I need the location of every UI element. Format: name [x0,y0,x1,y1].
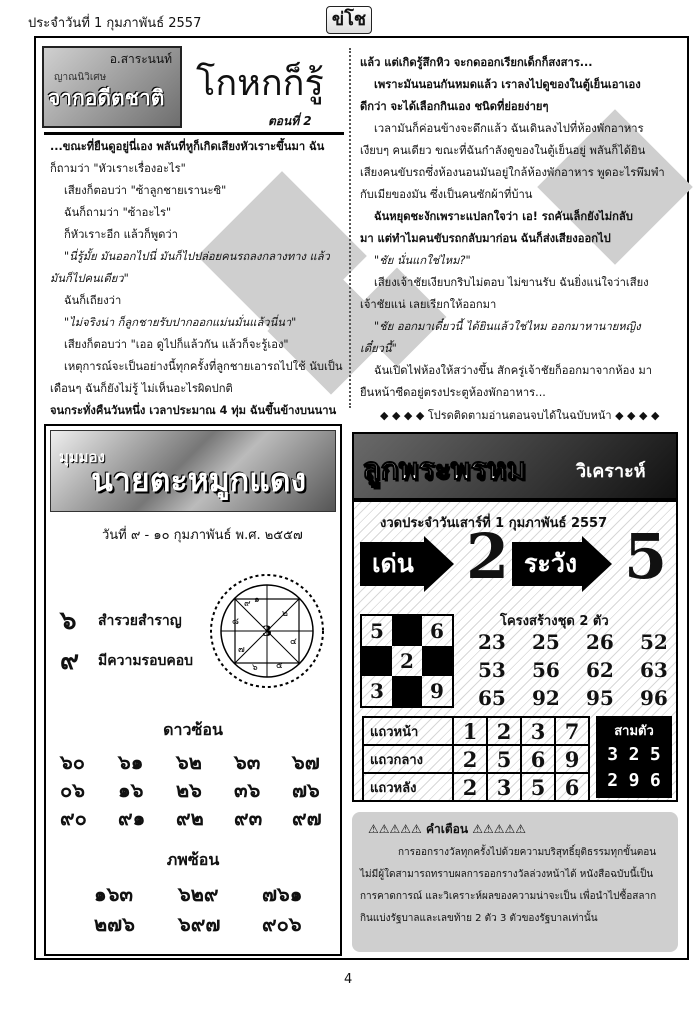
horo-center: 3 [262,624,272,640]
watch-label: ระวัง [512,542,582,586]
checker-cell: 6 [430,619,444,643]
article-title: โกหกก็รู้ [196,63,324,104]
article-line: ฉันหยุดชะงักเพราะแปลกใจว่า เอ! รถคันเล็กยังไม่กลับ [374,210,633,223]
column-separator [349,48,351,408]
pair-number: 96 [640,686,668,710]
checker-cell [392,676,422,706]
position-row [363,745,589,773]
title-divider [44,132,344,135]
checker-grid [360,614,454,708]
pop-number: ๑๖๓ [94,882,134,906]
article-line: เพราะมันนอนกันหมดแล้ว เราลงไปดูของในตู้เย็นเอาเอง [374,78,641,91]
article-line: ฉันเปิดไฟห้องให้สว่างขึ้น สักครู่เจ้าชัยก็ออกมาจากห้อง มา [374,364,653,377]
dao-number: ๐๖ [60,778,85,802]
pop-number: ๒๗๖ [94,912,135,936]
horo-cell: ๑ [254,595,260,605]
pair-number: 65 [478,686,506,710]
pair-number: 92 [532,686,560,710]
pair-grid [466,630,676,714]
article-line: ก็หัวเราะอีก แล้วก็พูดว่า [64,228,178,241]
horo-cell: ๒ [282,609,288,619]
dao-number: ๖๗ [292,750,320,774]
article-line: "ไม่จริงน่า ก็ลูกชายรับปากออกแม่นมั่นแล้วนี่นา" [64,316,297,329]
pair-number: 25 [532,630,560,654]
article-line: "ชัย ออกมาเดี๋ยวนี้ ได้ยินแล้วใช่ไหม ออกมาหานายหญิง [374,320,641,333]
checker-cell: 2 [400,649,414,673]
horo-cell: ๕ [276,661,283,671]
main-label: เด่น [360,542,424,586]
horo-cell: ๖ [252,663,258,673]
article-line: เสียงเจ้าชัยเงียบกริบไม่ตอบ ไม่ขานรับ ฉันยิ่งแน่ใจว่าเสียง [374,276,649,289]
position-label: แถวกลาง [363,745,453,773]
position-value: 2 [487,717,521,745]
horo-cell: ๘ [232,617,239,627]
nayta-banner [50,430,336,512]
checker-cell: 3 [370,679,384,703]
dao-number: ๖๓ [234,750,261,774]
pair-number: 62 [586,658,614,682]
lucky-text: มีความรอบคอบ [98,653,194,669]
pop-title: ภพซ้อน [166,850,220,869]
position-value: 7 [555,717,589,745]
article-line: ก็ถามว่า "หัวเราะเรื่องอะไร" [50,162,186,175]
pop-grid [44,878,342,938]
dao-number: ๓๖ [234,778,261,802]
pair-number: 52 [640,630,668,654]
three-digit: 9 [628,770,640,791]
pop-number: ๗๖๑ [262,882,303,906]
dao-number: ๙๒ [176,806,204,830]
main-number: 2 [466,520,510,593]
warning-line: ไม่มีผู้ใดสามารถทราบผลการออกรางวัลล่วงหน้าได้ หนังสือฉบับนี้เป็น [360,869,654,880]
dao-number: ๗๖ [292,778,320,802]
warning-title: ⚠⚠⚠⚠⚠ คำเตือน ⚠⚠⚠⚠⚠ [368,822,527,836]
checker-cell: 9 [430,679,444,703]
article-line: ฉันก็ถามว่า "ซ้าอะไร" [64,206,172,219]
three-digit-row [602,770,666,794]
lucky-number: ๖ [60,606,77,636]
lukphrom-title: ลูกพระพรหม [362,452,526,487]
dao-number: ๙๓ [234,806,263,830]
position-label: แถวหลัง [363,773,453,801]
three-digit: 2 [628,744,640,765]
position-row [363,773,589,801]
position-value: 3 [521,717,555,745]
arrow-right-icon [424,536,454,592]
dao-number: ๒๖ [176,778,202,802]
position-value: 2 [453,773,487,801]
position-value: 5 [487,745,521,773]
three-digit: 2 [607,770,619,791]
nayta-title: นายตะหมูกแดง [91,461,307,499]
article-line: เวลามันก็ค่อนข้างจะดึกแล้ว ฉันเดินลงไปที่ห้องพักอาหาร [374,122,644,135]
article-line: ...ขณะที่ยืนดูอยู่นี่เอง พลันที่หูก็เกิดเสียงหัวเราะขึ้นมา ฉัน [50,140,325,153]
checker-cell [422,646,452,676]
checker-cell: 5 [370,619,384,643]
article-line: "ชัย นั่นแกใช่ไหม?" [374,254,471,267]
horoscope-wheel [208,572,326,690]
lucky-text: สำรวยสำราญ [98,613,182,629]
article-line: ยืนหน้าซีดอยู่ตรงประตูห้องพักอาหาร... [360,386,546,399]
article-line: แล้ว แต่เกิดรู้สึกหิว จะกดออกเรียกเด็กก็สงสาร... [360,56,593,69]
header-date: ประจำวันที่ 1 กุมภาพันธ์ 2557 [28,16,202,31]
page-number: 4 [344,972,353,987]
dao-title: ดาวซ้อน [163,720,223,739]
checker-cell [392,616,422,646]
pair-number: 56 [532,658,560,682]
article-line: เสียงก็ตอบว่า "เออ ดูไปก็แล้วกัน แล้วก็จะรู้เอง" [64,338,289,351]
article-line: เงียบๆ คนเดียว ขณะที่ฉันกำลังดูของในตู้เย็นอยู่ พลันก็ได้ยิน [360,144,646,157]
position-table [362,716,590,802]
three-digit-title: สามตัว [614,724,654,739]
series-name: จากอดีตชาติ [48,85,165,110]
article-line: มา แต่ทำไมคนขับรถกลับมาก่อน ฉันก็ส่งเสียงออกไป [360,232,611,245]
continue-notice: ◆ ◆ ◆ ◆ โปรดติดตามอ่านตอนจบได้ในฉบับหน้า ◆ ◆ ◆ ◆ [380,409,660,422]
masthead-logo: ข่โช [326,6,372,34]
article-line: เสียงคนขับรถซึ่งห้องนอนมันอยู่ใกล้ห้องพักอาหาร พูดอะไรพึมพำ [360,166,665,179]
series-subtitle: ญาณนิวิเศษ [54,72,107,83]
dao-number: ๖๑ [118,750,144,774]
position-value: 9 [555,745,589,773]
horo-cell: ๔ [290,637,297,647]
pair-number: 26 [586,630,614,654]
article-line: "นี่รู้มั้ย มันออกไปนี่ มันก็ไปปล่อยคนรถลงกลางทาง แล้ว [64,250,330,263]
article-line: เสียงก็ตอบว่า "ซ้าลูกชายเรานะซิ" [64,184,227,197]
structure-title: โครงสร้างชุด 2 ตัว [500,614,609,629]
article-line: เดี๋ยวนี้" [360,342,397,355]
checker-cell [362,646,392,676]
warning-line: การคาดการณ์ และวิเคราะห์ผลของความน่าจะเป็น เพื่อนำไปซื้อสลาก [360,891,657,902]
pair-number: 63 [640,658,668,682]
dao-number: ๖๒ [176,750,202,774]
article-line: เดือนๆ ฉันก็ยังไม่รู้ ไม่เห็นอะไรผิดปกติ [50,382,233,395]
nayta-kicker: มุมมอง [59,448,105,466]
series-banner [42,46,182,128]
dao-grid [44,746,342,830]
article-line: เจ้าชัยแน่ เลยเรียกให้ออกมา [360,298,497,311]
author-name: อ.สาระนนท์ [109,52,172,66]
article-line: ฉันก็เถียงว่า [64,294,122,307]
pair-number: 53 [478,658,506,682]
three-digit-row [602,744,666,768]
article-line: กับเมียของมัน ซึ่งเป็นคนซักผ้าที่บ้าน [360,188,533,201]
horo-cell: ๗ [238,645,245,655]
three-digit: 6 [649,770,661,791]
position-label: แถวหน้า [363,717,453,745]
dao-number: ๖๐ [60,750,85,774]
position-value: 5 [521,773,555,801]
lukphrom-banner [352,432,678,500]
arrow-right-icon [582,536,612,592]
position-value: 3 [487,773,521,801]
position-value: 1 [453,717,487,745]
episode-label: ตอนที่ 2 [268,114,312,128]
dao-number: ๑๖ [118,778,144,802]
article-line: มันก็ไปคนเดียว" [50,272,129,285]
article-line: เหตุการณ์จะเป็นอย่างนี้ทุกครั้งที่ลูกชายเอารถไปใช้ นับเป็น [64,360,343,373]
pair-number: 95 [586,686,614,710]
pop-number: ๖๙๗ [178,912,221,936]
article-line: ดีกว่า จะได้เลือกกินเอง ชนิดที่ย่อยง่ายๆ [360,100,549,113]
dao-number: ๙๐ [60,806,87,830]
warning-line: กินแบ่งรัฐบาลและเลขท้าย 2 ตัว 3 ตัวของรัฐบาลเท่านั้น [360,913,598,924]
horo-cell: ๙ [244,599,251,609]
three-digit-box [596,716,672,798]
nayta-date: วันที่ ๙ - ๑๐ กุมภาพันธ์ พ.ศ. ๒๕๕๗ [102,528,303,543]
dao-number: ๙๑ [118,806,146,830]
pop-number: ๙๐๖ [262,912,302,936]
lucky-number: ๙ [60,646,80,676]
pair-number: 23 [478,630,506,654]
position-value: 6 [521,745,555,773]
dao-number: ๙๗ [292,806,322,830]
lukphrom-subtitle: วิเคราะห์ [576,461,646,482]
position-value: 2 [453,745,487,773]
draw-date: งวดประจำวันเสาร์ที่ 1 กุมภาพันธ์ 2557 [380,516,608,531]
three-digit: 3 [607,744,619,765]
watch-number: 5 [624,520,668,593]
position-value: 6 [555,773,589,801]
warning-line: การออกรางวัลทุกครั้งไปด้วยความบริสุทธิ์ยุติธรรมทุกขั้นตอน [398,847,657,858]
position-row [363,717,589,745]
three-digit: 5 [649,744,661,765]
pop-number: ๖๒๙ [178,882,219,906]
article-line: จนกระทั่งคืนวันหนึ่ง เวลาประมาณ 4 ทุ่ม ฉันขึ้นข้างบนนาน [50,404,337,417]
